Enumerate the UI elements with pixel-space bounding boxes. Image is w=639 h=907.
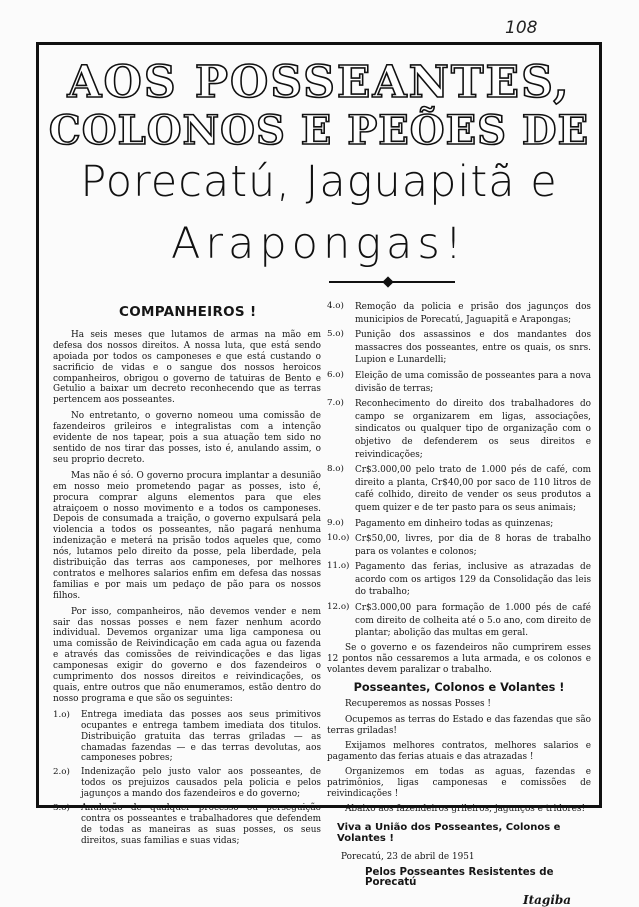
viva-line: Viva a União dos Posseantes, Colonos e Volantes ! (337, 821, 561, 844)
intro-paragraph: Mas não é só. O governo procura implantar a desunião em nosso meio prometendo pagar as posses, isto é, procura comprar alguns elementos para que eles atraiçoem o nosso movimento e a todos os camponeses. Depois de consumada a traição, o governo expulsará pela violencia a todos os posseantes, não pagará nenhuma indenização e meterá na prisão todos aqueles que, como nós, lutamos pelo direito da posse, pela liberdade, pela distribuição das terras aos camponeses, por melhores contratos e melhores salarios enfim em defesa das nossas familias e por mais um pedaço de pão para os nossos filhos. (53, 470, 321, 601)
demand-item (53, 767, 321, 800)
demand-number: 12.o) (327, 602, 350, 613)
headline-line-1: AOS POSSEANTES, (67, 57, 571, 108)
intro-paragraph: Ha seis meses que lutamos de armas na mão em defesa dos nossos direitos. A nossa luta, que está sendo apoiada por todos os camponeses e que está custando o sacrificio de vidas e o sangue dos nossos heroicos companheiros, obrigou o governo de tatuiras de Bento e Getulio a baixar um decreto reconhecendo que as terras pertencem aos posseantes. (53, 329, 321, 406)
demand-number: 9.o) (327, 517, 344, 528)
demand-item (327, 561, 591, 599)
demand-item (327, 301, 591, 326)
demand-item (327, 464, 591, 514)
handwritten-signature: Itagiba (523, 893, 572, 907)
demand-number: 4.o) (327, 301, 344, 311)
demand-text: Cr$50,00, livres, por dia de 8 horas de trabalho para os volantes e colonos; (355, 534, 591, 557)
demand-item (327, 398, 591, 461)
slogan: Exijamos melhores contratos, melhores salarios e pagamento das ferias atuais e das atrazadas ! (327, 741, 591, 762)
flyer-frame (36, 42, 602, 907)
demand-number: 3.o) (53, 803, 70, 814)
slogans-heading: Posseantes, Colonos e Volantes ! (353, 680, 565, 694)
demand-number: 7.o) (327, 398, 344, 409)
headline-line-2: COLONOS E PEÕES DE (48, 107, 590, 154)
headline-line-3: Porecatú, Jaguapitã e (80, 157, 558, 207)
page-number: 108 (505, 18, 538, 38)
headline-line-4: Arapongas! (170, 219, 468, 269)
demand-item (53, 710, 321, 765)
demand-text: Remoção da policia e prisão dos jagunços dos municipios de Porecatú, Jaguapitã e Arapongas; (355, 302, 591, 325)
demand-number: 1.o) (53, 709, 70, 720)
demand-item (327, 533, 591, 558)
demand-item (53, 803, 321, 847)
demand-text: Cr$3.000,00 pelo trato de 1.000 pés de café, com direito a planta, Cr$40,00 por saco de 110 litros de café colhido, direito de vender os seus produtos a quem quizer e de ter pasto para os seus animais; (355, 465, 591, 513)
demand-number: 6.o) (327, 369, 344, 380)
demand-number: 2.o) (53, 767, 70, 778)
demand-text: Pagamento das ferias, inclusive as atrazadas de acordo com os artigos 129 da Consolidação das leis do trabalho; (355, 562, 591, 598)
demand-text: Anulação de qualquer processo ou perseguição contra os posseantes e trabalhadores que defendem de todas as maneiras as suas posses, os seus direitos, suas familias e suas vidas; (81, 803, 321, 846)
demand-text: Reconhecimento do direito dos trabalhadores do campo se organizarem em ligas, associações, sindicatos ou qualquer tipo de organização com o objetivo de defenderem os seus direitos e reivindicações; (355, 399, 591, 460)
right-column (327, 301, 591, 906)
date-line: Porecatú, 23 de abril de 1951 (341, 851, 475, 862)
demand-item (327, 602, 591, 640)
slogan: Abaixo aos fazendeiros grileiros, jagunços e tridores! (345, 804, 586, 815)
signed-by: Pelos Posseantes Resistentes de Porecatú (365, 866, 554, 889)
demand-number: 5.o) (327, 329, 344, 340)
salutation: COMPANHEIROS ! (119, 304, 257, 320)
demand-text: Eleição de uma comissão de posseantes para a nova divisão de terras; (355, 370, 591, 394)
demand-text: Entrega imediata das posses aos seus primitivos ocupantes e entrega tambem imediata dos titulos. Distribuição gratuita das terras griladas — as chamadas fazendas — e das terras devolutas, aos camponeses pobres; (81, 709, 321, 764)
intro-paragraph: No entretanto, o governo nomeou uma comissão de fazendeiros grileiros e integralistas com a intenção evidente de nos tapear, pois a sua atuação tem sido no sentido de nos tirar das posses, isto é, anulando assim, o seu proprio decreto. (53, 411, 321, 465)
slogan: Organizemos em todas as aguas, fazendas e patrimônios, ligas camponesas e comissões de reivindicações ! (327, 767, 591, 799)
slogan: Ocupemos as terras do Estado e das fazendas que são terras griladas! (327, 715, 591, 736)
demand-item (327, 329, 591, 367)
closing-paragraph: Se o governo e os fazendeiros não cumprirem esses 12 pontos não cessaremos a luta armada, e os colonos e volantes devem paralizar o trabalho. (327, 642, 591, 675)
demand-item (327, 370, 591, 395)
demand-text: Cr$3.000,00 para formação de 1.000 pés de café com direito de colheita até o 5.o ano, com direito de plantar; abolição das multas em geral. (355, 603, 591, 639)
demand-text: Punição dos assassinos e dos mandantes dos massacres dos posseantes, entre os quais, os snrs. Lupion e Lunardelli; (355, 330, 591, 366)
demand-text: Pagamento em dinheiro todas as quinzenas; (355, 518, 554, 529)
demand-number: 8.o) (327, 464, 344, 475)
demand-number: 10.o) (327, 533, 350, 544)
demand-number: 11.o) (327, 561, 350, 572)
intro-paragraph: Por isso, companheiros, não devemos vender e nem sair das nossas posses e nem fazer nenhum acordo individual. Devemos organizar uma liga camponesa ou uma comissão de Reivindicação em cada agua ou fazenda e através das comissões de reivindicações e das ligas camponesas exigir do governo e dos fazendeiros o cumprimento dos nossos direitos e reivindicações, os quais, entre outros que não enumeramos, estão dentro do nosso programa e que são os seguintes: (53, 606, 321, 704)
demand-text: Indenização pelo justo valor aos posseantes, de todos os prejuizos causados pela policia e pelos jagunços a mando dos fazendeiros e do governo; (81, 767, 321, 800)
slogan: Recuperemos as nossas Posses ! (345, 699, 491, 710)
demand-item (327, 518, 591, 531)
ornament-divider (329, 281, 455, 283)
left-column (53, 301, 321, 850)
